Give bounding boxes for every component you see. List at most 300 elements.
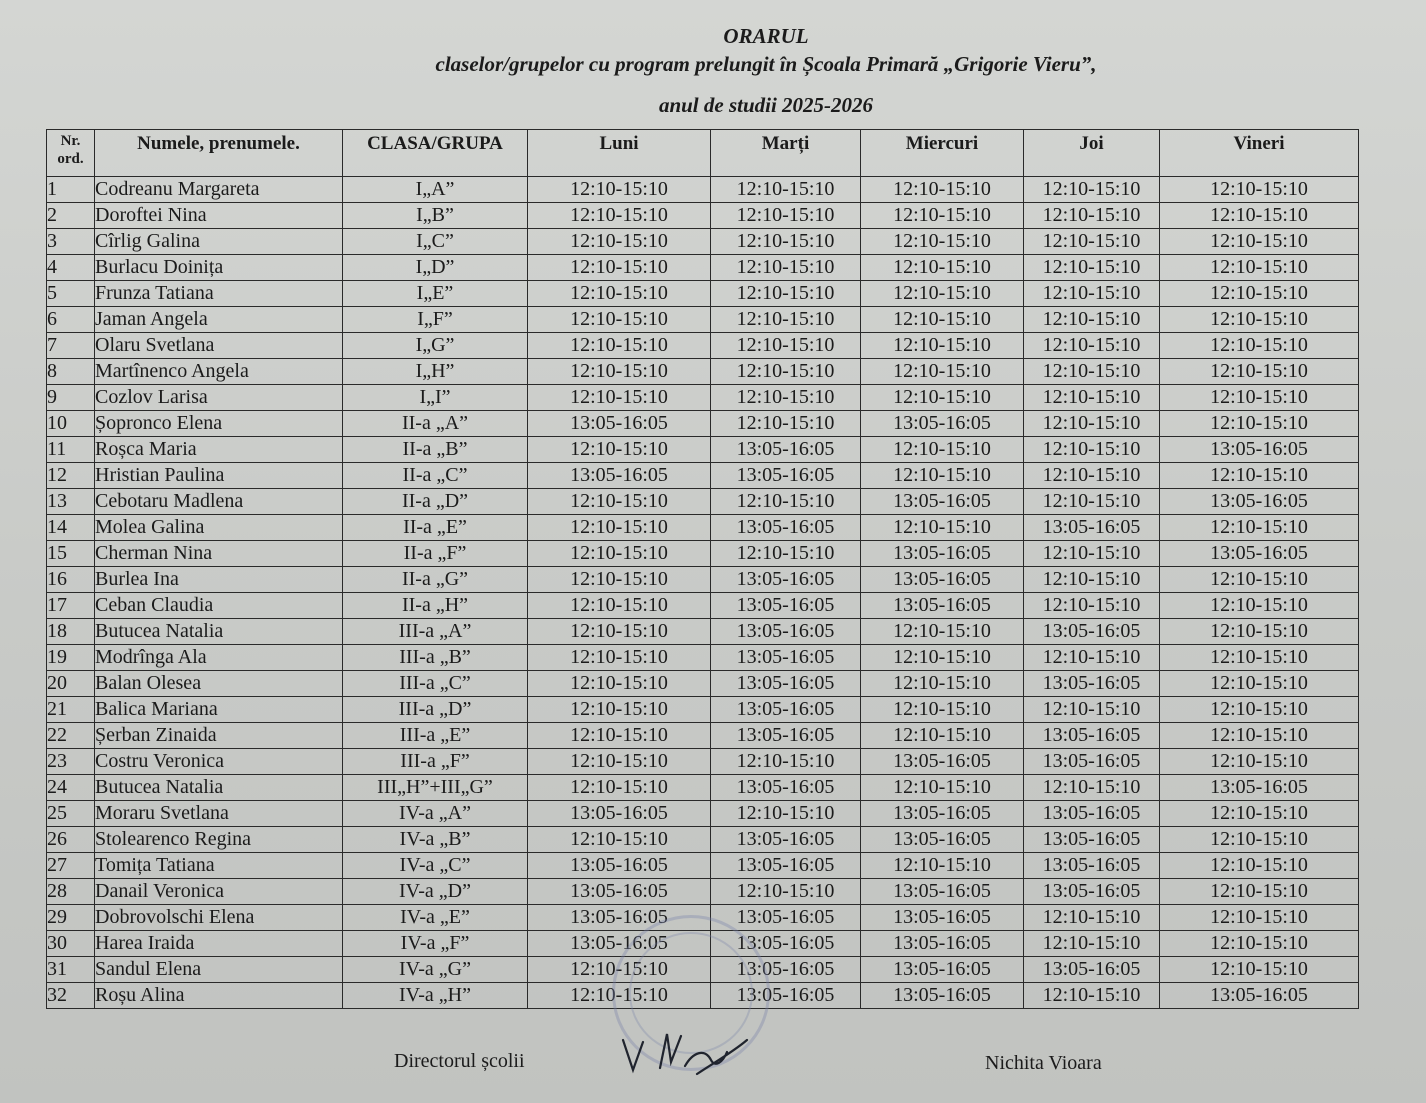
monday-hours: 13:05-16:05 bbox=[528, 879, 711, 905]
thursday-hours: 12:10-15:10 bbox=[1024, 645, 1160, 671]
column-header-monday: Luni bbox=[528, 130, 711, 177]
column-header-class: CLASA/GRUPA bbox=[343, 130, 528, 177]
row-number: 2 bbox=[47, 203, 95, 229]
tuesday-hours: 13:05-16:05 bbox=[711, 463, 861, 489]
thursday-hours: 12:10-15:10 bbox=[1024, 775, 1160, 801]
tuesday-hours: 13:05-16:05 bbox=[711, 697, 861, 723]
monday-hours: 12:10-15:10 bbox=[528, 567, 711, 593]
tuesday-hours: 13:05-16:05 bbox=[711, 515, 861, 541]
teacher-name: Cîrlig Galina bbox=[95, 229, 343, 255]
teacher-name: Balica Mariana bbox=[95, 697, 343, 723]
row-number: 15 bbox=[47, 541, 95, 567]
table-row bbox=[47, 463, 1359, 489]
class-group: III-a „E” bbox=[343, 723, 528, 749]
thursday-hours: 13:05-16:05 bbox=[1024, 723, 1160, 749]
column-header-wednesday: Miercuri bbox=[861, 130, 1024, 177]
tuesday-hours: 12:10-15:10 bbox=[711, 879, 861, 905]
column-header-nr bbox=[47, 130, 95, 177]
teacher-name: Cherman Nina bbox=[95, 541, 343, 567]
monday-hours: 12:10-15:10 bbox=[528, 437, 711, 463]
monday-hours: 13:05-16:05 bbox=[528, 853, 711, 879]
friday-hours: 12:10-15:10 bbox=[1160, 801, 1359, 827]
teacher-name: Olaru Svetlana bbox=[95, 333, 343, 359]
schedule-table bbox=[46, 129, 1359, 1009]
monday-hours: 13:05-16:05 bbox=[528, 801, 711, 827]
teacher-name: Burlacu Doinița bbox=[95, 255, 343, 281]
teacher-name: Balan Olesea bbox=[95, 671, 343, 697]
tuesday-hours: 12:10-15:10 bbox=[711, 177, 861, 203]
class-group: I„D” bbox=[343, 255, 528, 281]
row-number: 30 bbox=[47, 931, 95, 957]
wednesday-hours: 12:10-15:10 bbox=[861, 177, 1024, 203]
wednesday-hours: 12:10-15:10 bbox=[861, 515, 1024, 541]
monday-hours: 12:10-15:10 bbox=[528, 307, 711, 333]
monday-hours: 12:10-15:10 bbox=[528, 671, 711, 697]
teacher-name: Sandul Elena bbox=[95, 957, 343, 983]
thursday-hours: 12:10-15:10 bbox=[1024, 983, 1160, 1009]
thursday-hours: 12:10-15:10 bbox=[1024, 411, 1160, 437]
teacher-name: Frunza Tatiana bbox=[95, 281, 343, 307]
class-group: III-a „F” bbox=[343, 749, 528, 775]
friday-hours: 12:10-15:10 bbox=[1160, 359, 1359, 385]
row-number: 12 bbox=[47, 463, 95, 489]
thursday-hours: 12:10-15:10 bbox=[1024, 177, 1160, 203]
friday-hours: 13:05-16:05 bbox=[1160, 541, 1359, 567]
table-row bbox=[47, 281, 1359, 307]
row-number: 20 bbox=[47, 671, 95, 697]
row-number: 17 bbox=[47, 593, 95, 619]
thursday-hours: 12:10-15:10 bbox=[1024, 437, 1160, 463]
wednesday-hours: 13:05-16:05 bbox=[861, 905, 1024, 931]
friday-hours: 12:10-15:10 bbox=[1160, 619, 1359, 645]
friday-hours: 12:10-15:10 bbox=[1160, 307, 1359, 333]
teacher-name: Modrînga Ala bbox=[95, 645, 343, 671]
table-row bbox=[47, 593, 1359, 619]
wednesday-hours: 13:05-16:05 bbox=[861, 801, 1024, 827]
monday-hours: 12:10-15:10 bbox=[528, 359, 711, 385]
class-group: III-a „D” bbox=[343, 697, 528, 723]
friday-hours: 12:10-15:10 bbox=[1160, 723, 1359, 749]
class-group: III-a „C” bbox=[343, 671, 528, 697]
thursday-hours: 13:05-16:05 bbox=[1024, 957, 1160, 983]
class-group: II-a „G” bbox=[343, 567, 528, 593]
friday-hours: 12:10-15:10 bbox=[1160, 567, 1359, 593]
thursday-hours: 12:10-15:10 bbox=[1024, 567, 1160, 593]
table-row bbox=[47, 437, 1359, 463]
tuesday-hours: 12:10-15:10 bbox=[711, 255, 861, 281]
row-number: 8 bbox=[47, 359, 95, 385]
tuesday-hours: 13:05-16:05 bbox=[711, 957, 861, 983]
table-row bbox=[47, 385, 1359, 411]
friday-hours: 12:10-15:10 bbox=[1160, 853, 1359, 879]
wednesday-hours: 12:10-15:10 bbox=[861, 437, 1024, 463]
wednesday-hours: 12:10-15:10 bbox=[861, 671, 1024, 697]
tuesday-hours: 13:05-16:05 bbox=[711, 853, 861, 879]
row-number: 6 bbox=[47, 307, 95, 333]
tuesday-hours: 13:05-16:05 bbox=[711, 437, 861, 463]
teacher-name: Costru Veronica bbox=[95, 749, 343, 775]
teacher-name: Șopronco Elena bbox=[95, 411, 343, 437]
tuesday-hours: 12:10-15:10 bbox=[711, 749, 861, 775]
monday-hours: 12:10-15:10 bbox=[528, 255, 711, 281]
table-row bbox=[47, 827, 1359, 853]
teacher-name: Jaman Angela bbox=[95, 307, 343, 333]
school-year: anul de studii 2025-2026 bbox=[658, 93, 874, 117]
tuesday-hours: 12:10-15:10 bbox=[711, 385, 861, 411]
wednesday-hours: 13:05-16:05 bbox=[861, 541, 1024, 567]
friday-hours: 12:10-15:10 bbox=[1160, 671, 1359, 697]
monday-hours: 12:10-15:10 bbox=[528, 515, 711, 541]
tuesday-hours: 12:10-15:10 bbox=[711, 359, 861, 385]
class-group: I„A” bbox=[343, 177, 528, 203]
row-number: 18 bbox=[47, 619, 95, 645]
wednesday-hours: 12:10-15:10 bbox=[861, 775, 1024, 801]
row-number: 23 bbox=[47, 749, 95, 775]
monday-hours: 12:10-15:10 bbox=[528, 593, 711, 619]
thursday-hours: 13:05-16:05 bbox=[1024, 827, 1160, 853]
friday-hours: 12:10-15:10 bbox=[1160, 411, 1359, 437]
friday-hours: 12:10-15:10 bbox=[1160, 385, 1359, 411]
thursday-hours: 12:10-15:10 bbox=[1024, 489, 1160, 515]
teacher-name: Butucea Natalia bbox=[95, 775, 343, 801]
teacher-name: Danail Veronica bbox=[95, 879, 343, 905]
monday-hours: 12:10-15:10 bbox=[528, 333, 711, 359]
thursday-hours: 12:10-15:10 bbox=[1024, 463, 1160, 489]
teacher-name: Stolearenco Regina bbox=[95, 827, 343, 853]
class-group: I„H” bbox=[343, 359, 528, 385]
monday-hours: 12:10-15:10 bbox=[528, 827, 711, 853]
teacher-name: Tomița Tatiana bbox=[95, 853, 343, 879]
document-title: ORARUL bbox=[723, 24, 809, 48]
tuesday-hours: 12:10-15:10 bbox=[711, 229, 861, 255]
class-group: I„I” bbox=[343, 385, 528, 411]
table-row bbox=[47, 359, 1359, 385]
monday-hours: 13:05-16:05 bbox=[528, 411, 711, 437]
wednesday-hours: 13:05-16:05 bbox=[861, 879, 1024, 905]
wednesday-hours: 12:10-15:10 bbox=[861, 255, 1024, 281]
class-group: I„G” bbox=[343, 333, 528, 359]
thursday-hours: 12:10-15:10 bbox=[1024, 697, 1160, 723]
teacher-name: Moraru Svetlana bbox=[95, 801, 343, 827]
row-number: 31 bbox=[47, 957, 95, 983]
thursday-hours: 13:05-16:05 bbox=[1024, 515, 1160, 541]
wednesday-hours: 13:05-16:05 bbox=[861, 931, 1024, 957]
class-group: IV-a „G” bbox=[343, 957, 528, 983]
tuesday-hours: 13:05-16:05 bbox=[711, 723, 861, 749]
class-group: III-a „B” bbox=[343, 645, 528, 671]
wednesday-hours: 12:10-15:10 bbox=[861, 333, 1024, 359]
class-group: IV-a „H” bbox=[343, 983, 528, 1009]
row-number: 25 bbox=[47, 801, 95, 827]
monday-hours: 12:10-15:10 bbox=[528, 645, 711, 671]
teacher-name: Hristian Paulina bbox=[95, 463, 343, 489]
table-row bbox=[47, 801, 1359, 827]
thursday-hours: 13:05-16:05 bbox=[1024, 853, 1160, 879]
friday-hours: 12:10-15:10 bbox=[1160, 177, 1359, 203]
friday-hours: 12:10-15:10 bbox=[1160, 957, 1359, 983]
teacher-name: Burlea Ina bbox=[95, 567, 343, 593]
tuesday-hours: 13:05-16:05 bbox=[711, 671, 861, 697]
thursday-hours: 12:10-15:10 bbox=[1024, 255, 1160, 281]
row-number: 14 bbox=[47, 515, 95, 541]
teacher-name: Șerban Zinaida bbox=[95, 723, 343, 749]
tuesday-hours: 12:10-15:10 bbox=[711, 307, 861, 333]
thursday-hours: 12:10-15:10 bbox=[1024, 931, 1160, 957]
thursday-hours: 13:05-16:05 bbox=[1024, 879, 1160, 905]
friday-hours: 12:10-15:10 bbox=[1160, 593, 1359, 619]
monday-hours: 12:10-15:10 bbox=[528, 229, 711, 255]
monday-hours: 12:10-15:10 bbox=[528, 281, 711, 307]
class-group: II-a „B” bbox=[343, 437, 528, 463]
wednesday-hours: 12:10-15:10 bbox=[861, 463, 1024, 489]
column-header-nr-line2: ord. bbox=[57, 151, 84, 167]
teacher-name: Roșu Alina bbox=[95, 983, 343, 1009]
teacher-name: Harea Iraida bbox=[95, 931, 343, 957]
thursday-hours: 12:10-15:10 bbox=[1024, 229, 1160, 255]
column-header-friday: Vineri bbox=[1160, 130, 1359, 177]
friday-hours: 12:10-15:10 bbox=[1160, 229, 1359, 255]
wednesday-hours: 12:10-15:10 bbox=[861, 203, 1024, 229]
row-number: 7 bbox=[47, 333, 95, 359]
tuesday-hours: 12:10-15:10 bbox=[711, 489, 861, 515]
monday-hours: 12:10-15:10 bbox=[528, 723, 711, 749]
row-number: 19 bbox=[47, 645, 95, 671]
class-group: I„F” bbox=[343, 307, 528, 333]
friday-hours: 12:10-15:10 bbox=[1160, 203, 1359, 229]
thursday-hours: 12:10-15:10 bbox=[1024, 203, 1160, 229]
monday-hours: 12:10-15:10 bbox=[528, 983, 711, 1009]
teacher-name: Martînenco Angela bbox=[95, 359, 343, 385]
row-number: 11 bbox=[47, 437, 95, 463]
tuesday-hours: 12:10-15:10 bbox=[711, 333, 861, 359]
monday-hours: 12:10-15:10 bbox=[528, 385, 711, 411]
director-role-label: Directorul școlii bbox=[394, 1050, 525, 1072]
monday-hours: 12:10-15:10 bbox=[528, 489, 711, 515]
schedule-rows bbox=[47, 177, 1359, 1009]
class-group: II-a „F” bbox=[343, 541, 528, 567]
table-row bbox=[47, 255, 1359, 281]
class-group: II-a „E” bbox=[343, 515, 528, 541]
thursday-hours: 13:05-16:05 bbox=[1024, 801, 1160, 827]
table-row bbox=[47, 619, 1359, 645]
teacher-name: Cozlov Larisa bbox=[95, 385, 343, 411]
friday-hours: 13:05-16:05 bbox=[1160, 775, 1359, 801]
monday-hours: 12:10-15:10 bbox=[528, 749, 711, 775]
friday-hours: 12:10-15:10 bbox=[1160, 645, 1359, 671]
teacher-name: Molea Galina bbox=[95, 515, 343, 541]
class-group: IV-a „D” bbox=[343, 879, 528, 905]
row-number: 16 bbox=[47, 567, 95, 593]
table-header-row bbox=[47, 130, 1359, 177]
class-group: II-a „C” bbox=[343, 463, 528, 489]
friday-hours: 12:10-15:10 bbox=[1160, 879, 1359, 905]
wednesday-hours: 13:05-16:05 bbox=[861, 957, 1024, 983]
thursday-hours: 13:05-16:05 bbox=[1024, 749, 1160, 775]
column-header-name: Numele, prenumele. bbox=[95, 130, 343, 177]
wednesday-hours: 12:10-15:10 bbox=[861, 359, 1024, 385]
monday-hours: 12:10-15:10 bbox=[528, 541, 711, 567]
wednesday-hours: 13:05-16:05 bbox=[861, 983, 1024, 1009]
row-number: 27 bbox=[47, 853, 95, 879]
row-number: 5 bbox=[47, 281, 95, 307]
row-number: 21 bbox=[47, 697, 95, 723]
row-number: 3 bbox=[47, 229, 95, 255]
table-row bbox=[47, 723, 1359, 749]
row-number: 4 bbox=[47, 255, 95, 281]
tuesday-hours: 13:05-16:05 bbox=[711, 983, 861, 1009]
friday-hours: 12:10-15:10 bbox=[1160, 333, 1359, 359]
row-number: 26 bbox=[47, 827, 95, 853]
row-number: 13 bbox=[47, 489, 95, 515]
table-row bbox=[47, 489, 1359, 515]
friday-hours: 12:10-15:10 bbox=[1160, 255, 1359, 281]
table-row bbox=[47, 203, 1359, 229]
monday-hours: 13:05-16:05 bbox=[528, 905, 711, 931]
wednesday-hours: 13:05-16:05 bbox=[861, 567, 1024, 593]
thursday-hours: 13:05-16:05 bbox=[1024, 671, 1160, 697]
class-group: I„E” bbox=[343, 281, 528, 307]
thursday-hours: 13:05-16:05 bbox=[1024, 619, 1160, 645]
table-row bbox=[47, 177, 1359, 203]
teacher-name: Roșca Maria bbox=[95, 437, 343, 463]
wednesday-hours: 12:10-15:10 bbox=[861, 229, 1024, 255]
tuesday-hours: 13:05-16:05 bbox=[711, 593, 861, 619]
tuesday-hours: 12:10-15:10 bbox=[711, 203, 861, 229]
table-row bbox=[47, 749, 1359, 775]
director-signature bbox=[615, 1022, 755, 1082]
class-group: IV-a „A” bbox=[343, 801, 528, 827]
table-row bbox=[47, 879, 1359, 905]
table-row bbox=[47, 411, 1359, 437]
friday-hours: 12:10-15:10 bbox=[1160, 931, 1359, 957]
row-number: 29 bbox=[47, 905, 95, 931]
thursday-hours: 12:10-15:10 bbox=[1024, 385, 1160, 411]
teacher-name: Butucea Natalia bbox=[95, 619, 343, 645]
row-number: 9 bbox=[47, 385, 95, 411]
class-group: II-a „D” bbox=[343, 489, 528, 515]
table-row bbox=[47, 697, 1359, 723]
monday-hours: 12:10-15:10 bbox=[528, 957, 711, 983]
class-group: IV-a „B” bbox=[343, 827, 528, 853]
friday-hours: 12:10-15:10 bbox=[1160, 697, 1359, 723]
table-row bbox=[47, 515, 1359, 541]
row-number: 28 bbox=[47, 879, 95, 905]
tuesday-hours: 13:05-16:05 bbox=[711, 775, 861, 801]
monday-hours: 12:10-15:10 bbox=[528, 177, 711, 203]
class-group: III-a „A” bbox=[343, 619, 528, 645]
tuesday-hours: 12:10-15:10 bbox=[711, 541, 861, 567]
teacher-name: Codreanu Margareta bbox=[95, 177, 343, 203]
row-number: 24 bbox=[47, 775, 95, 801]
row-number: 22 bbox=[47, 723, 95, 749]
tuesday-hours: 12:10-15:10 bbox=[711, 281, 861, 307]
table-row bbox=[47, 307, 1359, 333]
table-row bbox=[47, 333, 1359, 359]
monday-hours: 12:10-15:10 bbox=[528, 619, 711, 645]
friday-hours: 12:10-15:10 bbox=[1160, 827, 1359, 853]
row-number: 10 bbox=[47, 411, 95, 437]
column-header-tuesday: Marți bbox=[711, 130, 861, 177]
monday-hours: 12:10-15:10 bbox=[528, 697, 711, 723]
class-group: II-a „H” bbox=[343, 593, 528, 619]
class-group: IV-a „F” bbox=[343, 931, 528, 957]
friday-hours: 13:05-16:05 bbox=[1160, 489, 1359, 515]
friday-hours: 12:10-15:10 bbox=[1160, 463, 1359, 489]
table-row bbox=[47, 229, 1359, 255]
table-row bbox=[47, 541, 1359, 567]
class-group: IV-a „C” bbox=[343, 853, 528, 879]
thursday-hours: 12:10-15:10 bbox=[1024, 307, 1160, 333]
teacher-name: Dobrovolschi Elena bbox=[95, 905, 343, 931]
wednesday-hours: 12:10-15:10 bbox=[861, 281, 1024, 307]
monday-hours: 12:10-15:10 bbox=[528, 775, 711, 801]
friday-hours: 12:10-15:10 bbox=[1160, 281, 1359, 307]
monday-hours: 13:05-16:05 bbox=[528, 463, 711, 489]
wednesday-hours: 12:10-15:10 bbox=[861, 307, 1024, 333]
friday-hours: 13:05-16:05 bbox=[1160, 983, 1359, 1009]
friday-hours: 12:10-15:10 bbox=[1160, 749, 1359, 775]
wednesday-hours: 12:10-15:10 bbox=[861, 619, 1024, 645]
thursday-hours: 12:10-15:10 bbox=[1024, 333, 1160, 359]
wednesday-hours: 12:10-15:10 bbox=[861, 697, 1024, 723]
row-number: 32 bbox=[47, 983, 95, 1009]
wednesday-hours: 12:10-15:10 bbox=[861, 645, 1024, 671]
thursday-hours: 12:10-15:10 bbox=[1024, 281, 1160, 307]
monday-hours: 13:05-16:05 bbox=[528, 931, 711, 957]
column-header-thursday: Joi bbox=[1024, 130, 1160, 177]
class-group: III„H”+III„G” bbox=[343, 775, 528, 801]
director-name: Nichita Vioara bbox=[985, 1052, 1102, 1074]
wednesday-hours: 13:05-16:05 bbox=[861, 593, 1024, 619]
wednesday-hours: 12:10-15:10 bbox=[861, 723, 1024, 749]
tuesday-hours: 13:05-16:05 bbox=[711, 905, 861, 931]
monday-hours: 12:10-15:10 bbox=[528, 203, 711, 229]
teacher-name: Cebotaru Madlena bbox=[95, 489, 343, 515]
wednesday-hours: 13:05-16:05 bbox=[861, 827, 1024, 853]
tuesday-hours: 13:05-16:05 bbox=[711, 567, 861, 593]
class-group: IV-a „E” bbox=[343, 905, 528, 931]
friday-hours: 12:10-15:10 bbox=[1160, 515, 1359, 541]
table-row bbox=[47, 775, 1359, 801]
tuesday-hours: 13:05-16:05 bbox=[711, 645, 861, 671]
teacher-name: Ceban Claudia bbox=[95, 593, 343, 619]
class-group: II-a „A” bbox=[343, 411, 528, 437]
wednesday-hours: 12:10-15:10 bbox=[861, 385, 1024, 411]
wednesday-hours: 13:05-16:05 bbox=[861, 489, 1024, 515]
thursday-hours: 12:10-15:10 bbox=[1024, 541, 1160, 567]
row-number: 1 bbox=[47, 177, 95, 203]
table-row bbox=[47, 671, 1359, 697]
thursday-hours: 12:10-15:10 bbox=[1024, 593, 1160, 619]
column-header-nr-line1: Nr. bbox=[60, 133, 81, 149]
friday-hours: 13:05-16:05 bbox=[1160, 437, 1359, 463]
wednesday-hours: 12:10-15:10 bbox=[861, 853, 1024, 879]
table-row bbox=[47, 567, 1359, 593]
class-group: I„C” bbox=[343, 229, 528, 255]
wednesday-hours: 13:05-16:05 bbox=[861, 749, 1024, 775]
wednesday-hours: 13:05-16:05 bbox=[861, 411, 1024, 437]
table-row bbox=[47, 645, 1359, 671]
thursday-hours: 12:10-15:10 bbox=[1024, 359, 1160, 385]
teacher-name: Doroftei Nina bbox=[95, 203, 343, 229]
tuesday-hours: 13:05-16:05 bbox=[711, 931, 861, 957]
tuesday-hours: 12:10-15:10 bbox=[711, 411, 861, 437]
tuesday-hours: 12:10-15:10 bbox=[711, 801, 861, 827]
friday-hours: 12:10-15:10 bbox=[1160, 905, 1359, 931]
thursday-hours: 12:10-15:10 bbox=[1024, 905, 1160, 931]
document-subtitle: claselor/grupelor cu program prelungit în Școala Primară „Grigorie Vieru”, bbox=[435, 52, 1097, 76]
table-row bbox=[47, 853, 1359, 879]
